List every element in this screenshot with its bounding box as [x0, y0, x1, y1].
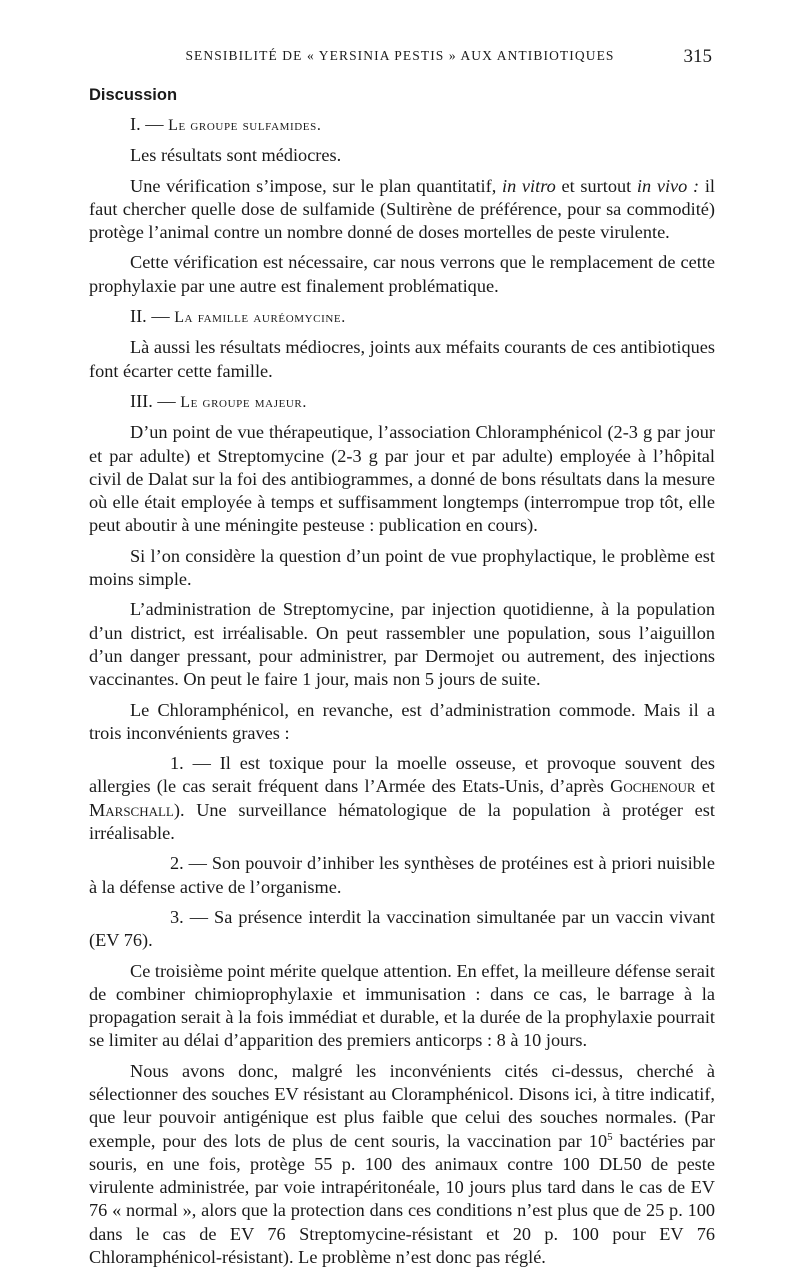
exponent: 5 [607, 1130, 613, 1143]
running-title: SENSIBILITÉ DE « YERSINIA PESTIS » AUX ANTIBIOTIQUES [185, 48, 615, 63]
subsection-number-2: II. — [130, 306, 170, 327]
running-head [0, 48, 800, 68]
author-name-gochenour: Gochenour [610, 776, 696, 797]
conjunction: et [701, 776, 715, 797]
in-vivo-term: in vivo : [636, 175, 700, 196]
subsection-title-3: Le groupe majeur. [180, 393, 307, 411]
paragraph-2 [89, 175, 715, 245]
subsection-title-1: Le groupe sulfamides. [168, 117, 322, 134]
subsection-number-3: III. — [130, 390, 176, 411]
paragraph-8: Le Chloramphénicol, en revanche, est d’administration commode. Mais il a trois inconvénients graves : [89, 699, 715, 743]
in-vitro-term: in vitro [502, 175, 556, 196]
paragraph-1: Les résultats sont médiocres. [130, 145, 342, 166]
subsection-title-2: La famille auréomycine. [174, 309, 346, 327]
paragraph-7: L’administration de Streptomycine, par injection quotidienne, à la population d’un district, est irréalisable. On peut rassembler une population, sous l’aiguillon d’un danger pressant, pour administrer, par Dermojet ou autrement, des injections vaccinantes. On peut le faire 1 jour, mais non 5 jours de suite. [89, 599, 715, 690]
subsection-heading-2 [89, 305, 715, 329]
section-title: Discussion [89, 86, 178, 104]
paragraph-5: D’un point de vue thérapeutique, l’association Chloramphénicol (2-3 g par jour et par adulte) et Streptomycine (2-3 g par jour et par adulte) employée à l’hôpital civil de Dalat sur la foi des antibiogrammes, a donné de bons résultats dans la mesure où elle était employée à temps et suffisamment longtemps (interrompue trop tôt, elle peut aboutir à une méningite pesteuse : publication en cours). [89, 422, 715, 536]
subsection-number-1: I. — [130, 114, 164, 134]
paragraph-10-part-a: Nous avons donc, malgré les inconvénients cités ci-dessus, cherché à sélectionner des souches EV résistant au Cloramphénicol. Disons ici, à titre indicatif, que leur pouvoir antigénique est plus faible que celui des souches normales. (Par exemple, pour des lots de plus de cent souris, la vaccination par 10 [89, 1060, 715, 1151]
list-item-1 [89, 752, 715, 845]
list-item-1-part-b: ). Une surveillance hématologique de la population à protéger est irréalisable. [89, 799, 715, 844]
paragraph-10-part-b: bactéries par souris, en une fois, protège 55 p. 100 des animaux contre 100 DL50 de peste virulente administrée, par voie intrapéritonéale, 10 jours plus tard dans le cas de EV 76 « normal », alors que la protection dans ces conditions n’est plus que de 25 p. 100 dans le cas de EV 76 Streptomycine-résistant et 20 p. 100 pour EV 76 Chloramphénicol-résistant). Le problème n’est donc pas réglé. [89, 1130, 715, 1268]
page-number: 315 [683, 46, 712, 67]
article-body [89, 84, 715, 1276]
paragraph-2-part-a: Une vérification s’impose, sur le plan quantitatif, [130, 175, 497, 196]
author-name-marschall: Marschall [89, 799, 174, 820]
paragraph-9: Ce troisième point mérite quelque attention. En effet, la meilleure défense serait de combiner chimioprophylaxie et immunisation : dans ce cas, le barrage à la propagation serait à la fois immédiat et durable, et la durée de la prophylaxie pourrait se limiter au délai d’apparition des premiers anticorps : 8 à 10 jours. [89, 960, 715, 1051]
paragraph-2-part-b: et surtout [561, 175, 632, 196]
paragraph-3: Cette vérification est nécessaire, car nous verrons que le remplacement de cette prophylaxie par une autre est finalement problématique. [89, 252, 715, 296]
list-item-1-part-a: 1. — Il est toxique pour la moelle osseuse, et provoque souvent des allergies (le cas serait fréquent dans l’Armée des Etats-Unis, d’après [89, 753, 715, 797]
subsection-heading-3 [89, 390, 715, 414]
paragraph-10 [89, 1060, 715, 1270]
list-item-2: 2. — Son pouvoir d’inhiber les synthèses de protéines est à priori nuisible à la défense active de l’organisme. [89, 853, 715, 897]
subsection-heading-1 [89, 113, 715, 137]
list-item-3: 3. — Sa présence interdit la vaccination simultanée par un vaccin vivant (EV 76). [89, 906, 715, 951]
paragraph-6: Si l’on considère la question d’un point de vue prophylactique, le problème est moins simple. [89, 545, 715, 590]
paragraph-4: Là aussi les résultats médiocres, joints aux méfaits courants de ces antibiotiques font écarter cette famille. [89, 337, 715, 381]
paragraph-2-part-c: il faut chercher quelle dose de sulfamide (Sultirène de préférence, pour sa commodité) protège l’animal contre un nombre donné de doses mortelles de peste virulente. [89, 175, 715, 243]
